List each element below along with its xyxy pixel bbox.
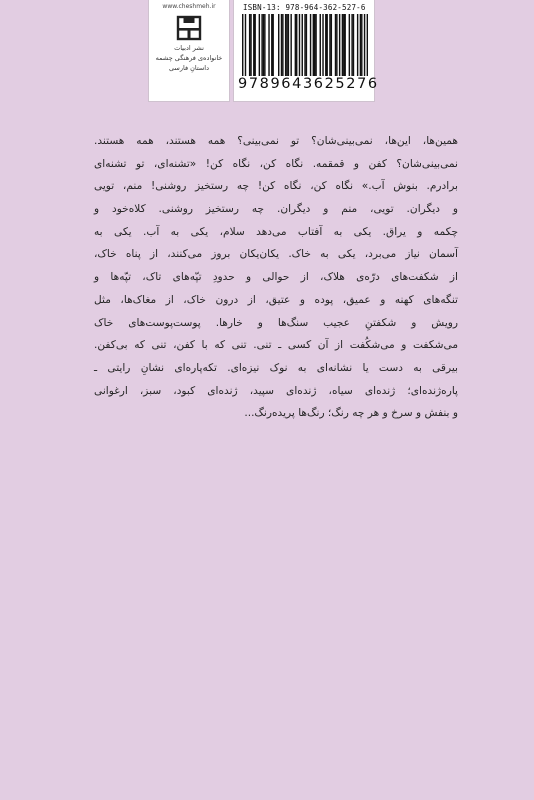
cheshmeh-chair-logo-icon: [176, 15, 202, 41]
text-line: از شکفت‌های درّه‌ی هلاک، از حوالی و حدودِ تپّه‌های تاک، تپّه‌ها و: [94, 271, 458, 284]
publisher-line: خانواده‌ی فرهنگی چشمه: [155, 54, 223, 62]
text-line: همین‌ها، این‌ها، نمی‌بینی‌شان؟ تو نمی‌بینی؟ همه هستند، همه هستند.: [94, 135, 458, 147]
publisher-line: نشر ادبیات: [174, 44, 204, 52]
text-line: برادرم. بنوش آب.» نگاه کن، نگاه کن! چه رستخیز روشنی! منم، تویی: [94, 180, 458, 193]
text-line: می‌شکفت و می‌شکُفت از آن کسی ـ تنی. تنی که با کفن، تنی که بی‌کفن.: [94, 339, 458, 352]
back-cover-text: [94, 130, 458, 425]
text-line: آسمان نیاز می‌برد، یکی به خاک. یکان‌یکان بروز می‌کنند، از پناه خاک،: [94, 248, 458, 261]
isbn-number: 9789643625276: [238, 76, 379, 92]
publisher-url: www.cheshmeh.ir: [162, 3, 216, 10]
text-line: رویش و شکفتنِ عجیب سنگ‌ها و خارها. پوست‌پوست‌های خاک: [94, 316, 458, 329]
barcode-icon: [242, 14, 368, 76]
text-line: بیرقی به دست یا نشانه‌ای به نوک نیزه‌ای. تکه‌پاره‌ای نشانِ رایتی ـ: [94, 361, 458, 374]
isbn-label: ISBN-13: 978-964-362-527-6: [243, 3, 366, 12]
isbn-barcode-label: [233, 0, 379, 102]
text-line: تنگه‌های کهنه و عمیق، پوده و عتیق، از درون خاک، از مغاک‌ها، مثل: [94, 293, 458, 306]
text-line: و دیگران. تویی، منم و دیگران. چه رستخیز روشنی. کلاه‌خود و: [94, 203, 458, 216]
text-line: چکمه و یراق. یکی به آفتاب می‌دهد سلام، یکی به آب. یکی به: [94, 225, 458, 238]
publisher-line: داستانِ فارسی: [168, 64, 210, 72]
text-line: پاره‌ژنده‌ای؛ ژنده‌ای سیاه، ژنده‌ای سپید، ژنده‌ای کبود، سبز، ارغوانی: [94, 384, 458, 397]
text-line: نمی‌بینی‌شان؟ کفن و قمقمه. نگاه کن، نگاه کن! «تشنه‌ای، تو تشنه‌ای: [94, 157, 458, 170]
publisher-label: [148, 0, 230, 102]
text-line: و بنفش و سرخ و هر چه رنگ؛ رنگ‌ها پریده‌رنگ...: [244, 407, 458, 420]
